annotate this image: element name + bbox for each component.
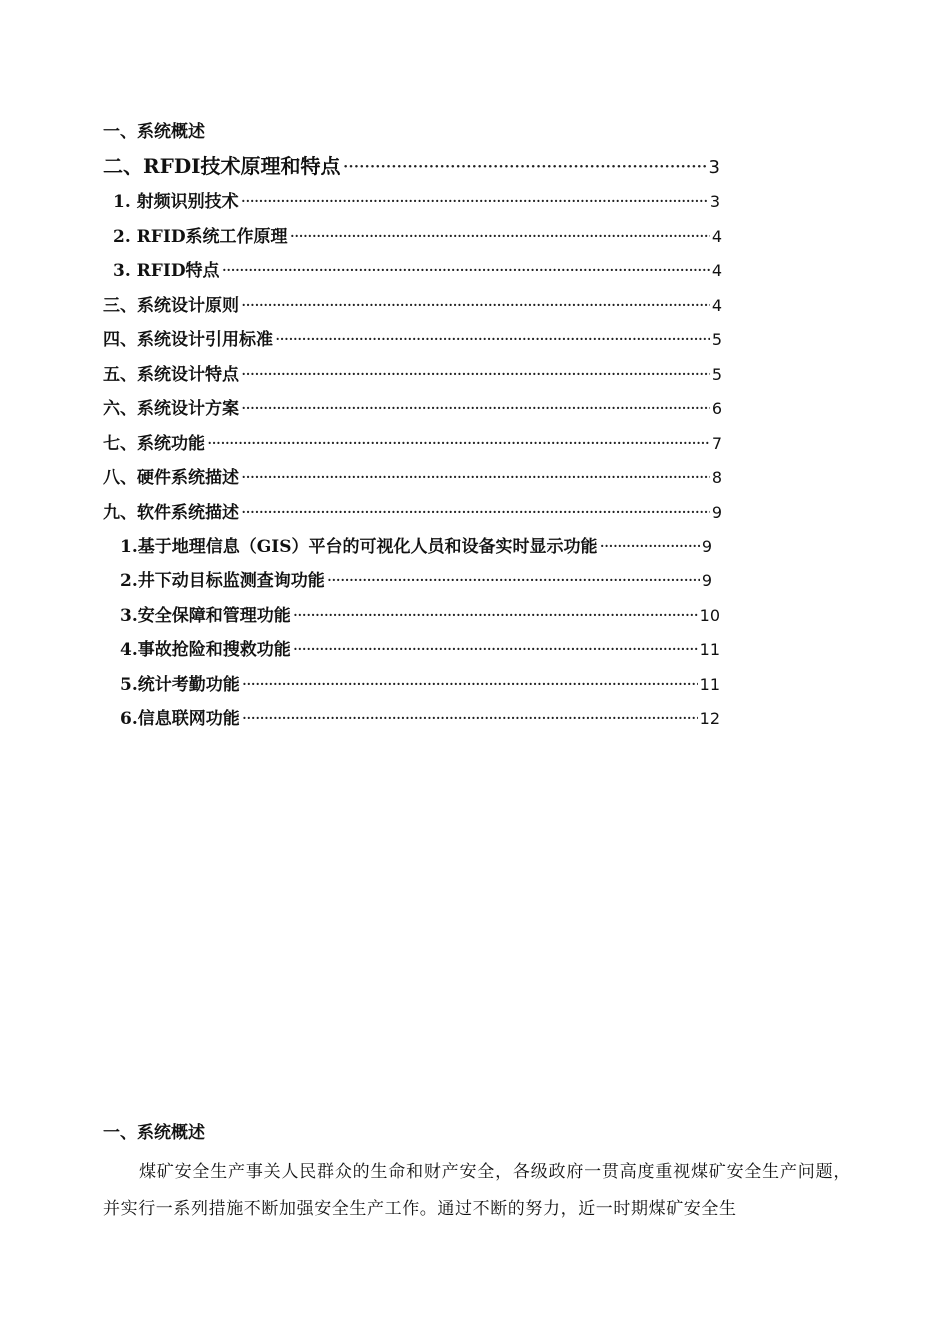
toc-entry-9-1[interactable]: [120, 536, 712, 558]
toc-entry-8[interactable]: [103, 467, 722, 489]
toc-entry-4[interactable]: [103, 329, 722, 351]
toc-leader-dots: [293, 605, 698, 627]
toc-leader-dots: [600, 536, 700, 558]
toc-page-number: 5: [711, 365, 722, 384]
toc-entry-text: 六、系统设计方案: [103, 399, 239, 419]
toc-entry-text: 四、系统设计引用标准: [103, 330, 273, 350]
toc-entry-text: 九、软件系统描述: [103, 503, 239, 523]
toc-entry-text: 二、RFDI技术原理和特点: [103, 154, 341, 178]
toc-page-number: 4: [711, 261, 722, 280]
toc-leader-dots: [242, 674, 698, 696]
toc-entry-text: 3. RFID特点: [113, 261, 220, 281]
toc-entry-9-4[interactable]: [120, 639, 720, 661]
toc-page-number: 9: [701, 571, 712, 590]
toc-entry-text: 1. 射频识别技术: [113, 192, 239, 212]
toc-page-number: 6: [711, 399, 722, 418]
toc-entry-text: 4.事故抢险和搜救功能: [120, 640, 291, 660]
toc-entry-text: 一、系统概述: [103, 122, 205, 142]
toc-entry-text: 3.安全保障和管理功能: [120, 606, 291, 626]
toc-entry-text: 2.井下动目标监测查询功能: [120, 571, 325, 591]
toc-leader-dots: [327, 570, 700, 592]
toc-entry-2-2[interactable]: [113, 226, 722, 248]
toc-leader-dots: [207, 433, 710, 455]
section-heading: 一、系统概述: [103, 1123, 205, 1143]
toc-page-number: 12: [699, 709, 720, 728]
toc-entry-9-6[interactable]: [120, 708, 720, 730]
toc-page-number: 3: [708, 157, 720, 178]
toc-entry-2-3[interactable]: [113, 260, 722, 282]
toc-entry-1[interactable]: [103, 121, 303, 143]
toc-entry-9-5[interactable]: [120, 674, 720, 696]
toc-leader-dots: [343, 153, 707, 179]
toc-leader-dots: [242, 708, 698, 730]
toc-entry-text: 八、硬件系统描述: [103, 468, 239, 488]
toc-entry-9-3[interactable]: [120, 605, 720, 627]
toc-entry-6[interactable]: [103, 398, 722, 420]
toc-entry-text: 5.统计考勤功能: [120, 675, 240, 695]
toc-entry-9-2[interactable]: [120, 570, 712, 592]
toc-leader-dots: [290, 226, 710, 248]
toc-entry-5[interactable]: [103, 364, 722, 386]
toc-entry-7[interactable]: [103, 433, 722, 455]
toc-page-number: 11: [699, 675, 720, 694]
toc-page-number: 4: [711, 227, 722, 246]
toc-page-number: 4: [711, 296, 722, 315]
toc-leader-dots: [241, 295, 710, 317]
toc-leader-dots: [222, 260, 710, 282]
toc-leader-dots: [241, 502, 710, 524]
toc-leader-dots: [241, 191, 708, 213]
toc-page-number: 9: [701, 537, 712, 556]
toc-leader-dots: [293, 639, 698, 661]
toc-entry-3[interactable]: [103, 295, 722, 317]
toc-page-number: 3: [709, 192, 720, 211]
toc-entry-text: 6.信息联网功能: [120, 709, 240, 729]
toc-entry-text: 2. RFID系统工作原理: [113, 227, 288, 247]
toc-entry-text: 三、系统设计原则: [103, 296, 239, 316]
section-paragraph: 煤矿安全生产事关人民群众的生命和财产安全，各级政府一贯高度重视煤矿安全生产问题，并实行一系列措施不断加强安全生产工作。通过不断的努力，近一时期煤矿安全生: [103, 1162, 851, 1219]
toc-page-number: 7: [711, 434, 722, 453]
toc-entry-text: 七、系统功能: [103, 434, 205, 454]
toc-entry-9[interactable]: [103, 502, 722, 524]
toc-page-number: 8: [711, 468, 722, 487]
toc-entry-2-1[interactable]: [113, 191, 720, 213]
toc-leader-dots: [241, 467, 710, 489]
toc-leader-dots: [241, 398, 710, 420]
toc-page-number: 5: [711, 330, 722, 349]
toc-entry-2[interactable]: [103, 153, 720, 179]
toc-page-number: 9: [711, 503, 722, 522]
toc-leader-dots: [275, 329, 710, 351]
toc-page-number: 10: [699, 606, 720, 625]
toc-entry-text: 五、系统设计特点: [103, 365, 239, 385]
toc-entry-text: 1.基于地理信息（GIS）平台的可视化人员和设备实时显示功能: [120, 537, 598, 557]
toc-leader-dots: [241, 364, 710, 386]
toc-page-number: 11: [699, 640, 720, 659]
